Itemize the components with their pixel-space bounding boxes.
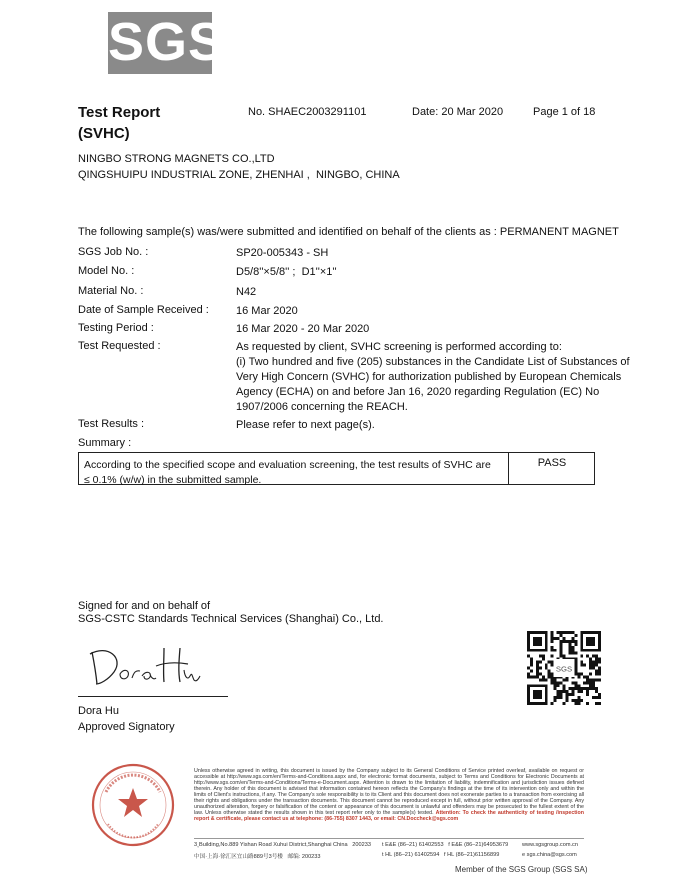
phone-en: t E&E (86–21) 61402553 f E&E (86–21)64953679 xyxy=(382,842,509,848)
phone-cn: t HL (86–21) 61402594 f HL (86–21)61156899 xyxy=(382,852,500,858)
summary-text-line: According to the specified scope and evaluation screening, the test results of SVHC are xyxy=(84,459,491,471)
summary-table xyxy=(78,452,595,485)
company-seal-icon xyxy=(90,762,176,848)
report-date: Date: 20 Mar 2020 xyxy=(412,106,504,118)
job-no-value: SP20-005343 - SH xyxy=(236,247,329,259)
sgs-logo xyxy=(108,12,226,74)
company-name: NINGBO STRONG MAGNETS CO.,LTD xyxy=(78,153,275,165)
test-requested-line: (i) Two hundred and five (205) substances in the Candidate List of Substances of xyxy=(236,356,630,368)
intro-text: The following sample(s) was/were submitted and identified on behalf of the clients as : PERMANENT MAGNET xyxy=(78,226,619,238)
handwritten-signature xyxy=(84,640,204,688)
company-address: QINGSHUIPU INDUSTRIAL ZONE, ZHENHAI , NINGBO, CHINA xyxy=(78,169,400,181)
report-number: No. SHAEC2003291101 xyxy=(248,106,367,118)
signer-name: Dora Hu xyxy=(78,705,119,717)
signed-on-behalf xyxy=(78,600,384,626)
date-received-value: 16 Mar 2020 xyxy=(236,305,298,317)
website: www.sgsgroup.com.cn xyxy=(522,842,578,848)
test-requested-line: Very High Concern (SVHC) for authorization published by European Chemicals xyxy=(236,371,622,383)
job-no-label: SGS Job No. : xyxy=(78,246,149,258)
email: e sgs.china@sgs.com xyxy=(522,852,577,858)
page-number: Page 1 of 18 xyxy=(533,106,596,118)
signature-line xyxy=(78,696,228,697)
summary-result: PASS xyxy=(537,457,567,469)
test-requested-label: Test Requested : xyxy=(78,340,161,352)
legal-disclaimer xyxy=(194,768,584,822)
test-requested-line: As requested by client, SVHC screening is performed according to: xyxy=(236,341,562,353)
footer-rule xyxy=(194,838,584,839)
logo-text: SGS xyxy=(108,12,226,72)
qr-center-label: SGS xyxy=(555,664,573,674)
signed-line2: SGS-CSTC Standards Technical Services (Shanghai) Co., Ltd. xyxy=(78,613,384,625)
testing-period-label: Testing Period : xyxy=(78,322,154,334)
test-requested-line: Agency (ECHA) on and before Jan 16, 2020 regarding Regulation (EC) No xyxy=(236,386,600,398)
qr-code xyxy=(527,631,601,705)
report-title-line2: (SVHC) xyxy=(78,125,130,142)
report-title-line1: Test Report xyxy=(78,104,161,121)
summary-label: Summary : xyxy=(78,437,132,449)
summary-text-line: ≤ 0.1% (w/w) in the submitted sample. xyxy=(84,474,262,486)
material-no-value: N42 xyxy=(236,286,257,298)
test-results-value: Please refer to next page(s). xyxy=(236,419,375,431)
date-received-label: Date of Sample Received : xyxy=(78,304,209,316)
address-en: 3˳Building,No.889 Yishan Road Xuhui District,Shanghai China 200233 xyxy=(194,842,371,848)
report-title xyxy=(78,102,160,144)
member-statement: Member of the SGS Group (SGS SA) xyxy=(455,865,588,874)
test-requested-value xyxy=(236,340,630,415)
model-no-value: D5/8''×5/8'' ; D1''×1'' xyxy=(236,266,337,278)
model-no-label: Model No. : xyxy=(78,265,135,277)
client-company xyxy=(78,151,400,183)
material-no-label: Material No. : xyxy=(78,285,144,297)
authenticity-notice: Attention: To check the authenticity of testing /inspection report & certificate, please contact us at telephone: (86-755) 8307 1443, or email: CN.Doccheck@sgs.com xyxy=(194,810,584,822)
signed-line1: Signed for and on behalf of xyxy=(78,600,211,612)
signer-block xyxy=(78,703,175,735)
summary-text xyxy=(84,458,504,488)
signer-title: Approved Signatory xyxy=(78,721,175,733)
testing-period-value: 16 Mar 2020 - 20 Mar 2020 xyxy=(236,323,370,335)
test-results-label: Test Results : xyxy=(78,418,145,430)
address-cn: 中国·上海·徐汇区宜山路889号3号楼 邮编: 200233 xyxy=(194,854,321,860)
test-requested-line: 1907/2006 concerning the REACH. xyxy=(236,401,408,413)
disclaimer-text: Unless otherwise agreed in writing, this document is issued by the Company subject to its General Conditions of Service printed overleaf, available on request or accessible at http://www.sgs.com/en/Terms-and-Conditions.aspx and, for electronic format documents, subject to Terms and Conditions for Electronic Documents at http://www.sgs.com/en/Terms-and-Conditions/Terms-e-Document.aspx. Attention is drawn to the limitation of liability, indemnification and jurisdiction issues defined therein. Any holder of this document is advised that information contained hereon reflects the Company's findings at the time of its intervention only and within the limits of Client's instructions, if any. The Company's sole responsibility is to its Client and this document does not exonerate parties to a transaction from exercising all their rights and obligations under the transaction documents. This document cannot be reproduced except in full, without prior written approval of the Company. Any unauthorized alteration, forgery or falsification of the content or appearance of this document is unlawful and offenders may be prosecuted to the fullest extent of the law. Unless otherwise stated the results shown in this test report refer only to the sample(s) tested. xyxy=(194,768,584,816)
